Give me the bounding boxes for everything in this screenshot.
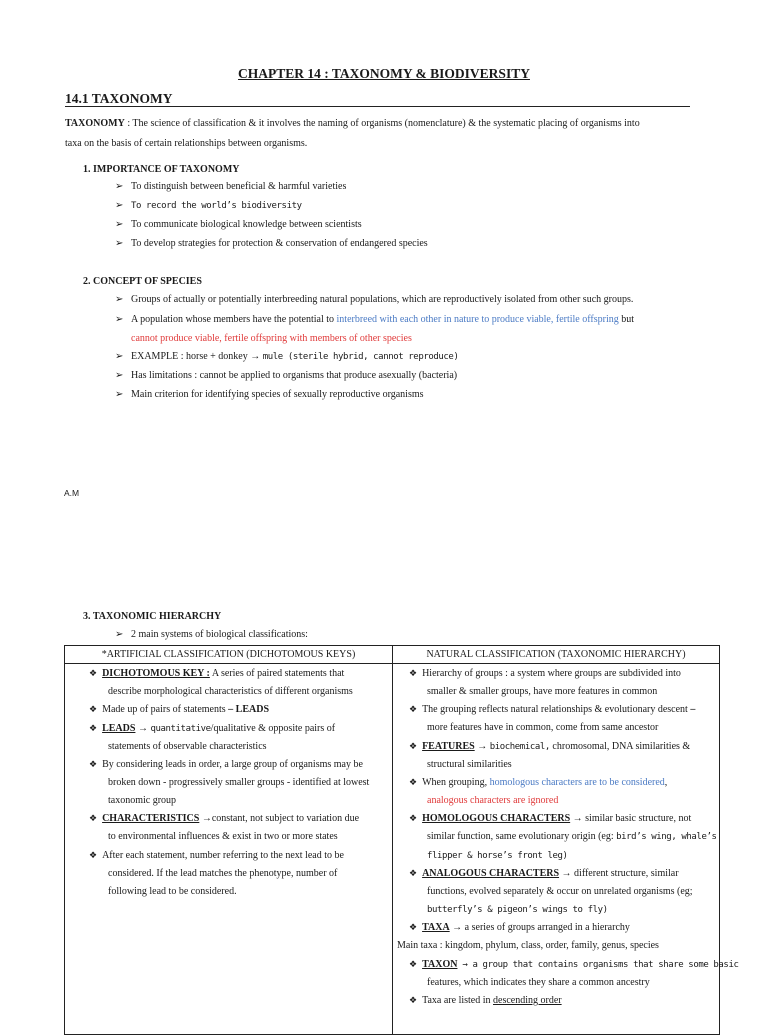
- diamond-bullet-icon: ❖: [89, 668, 98, 678]
- list-item: ❖ TAXA → a series of groups arranged in a hierarchy: [409, 922, 630, 933]
- list-item: ➢ Main criterion for identifying species of sexually reproductive organisms: [115, 389, 424, 400]
- diamond-bullet-icon: ❖: [409, 995, 418, 1005]
- list-item-continuation: structural similarities: [427, 759, 512, 770]
- table-header-natural: NATURAL CLASSIFICATION (TAXONOMIC HIERARCHY): [393, 646, 720, 664]
- diamond-bullet-icon: ❖: [409, 959, 418, 969]
- list-item-continuation: statements of observable characteristics: [108, 741, 267, 752]
- list-item-continuation: smaller & smaller groups, have more features in common: [427, 686, 658, 697]
- list-item: ➢ To communicate biological knowledge between scientists: [115, 219, 362, 230]
- list-item: ❖ When grouping, homologous characters are to be considered,: [409, 777, 668, 788]
- intro-line2: taxa on the basis of certain relationships between organisms.: [65, 138, 308, 149]
- list-item: ❖ The grouping reflects natural relationships & evolutionary descent –: [409, 704, 696, 715]
- arrow-bullet-icon: ➢: [115, 370, 124, 381]
- list-item-continuation: describe morphological characteristics of different organisms: [108, 686, 353, 697]
- list-item: ❖ Hierarchy of groups : a system where groups are subdivided into: [409, 668, 681, 679]
- diamond-bullet-icon: ❖: [89, 813, 98, 823]
- list-item: ➢ Has limitations : cannot be applied to organisms that produce asexually (bacteria): [115, 370, 458, 381]
- list-item-continuation: broken down - progressively smaller groups - identified at lowest: [108, 777, 370, 788]
- list-item-continuation: functions, evolved separately & occur on unrelated organisms (eg;: [427, 886, 693, 897]
- list-item-continuation: features, which indicates they share a common ancestry: [427, 977, 650, 988]
- diamond-bullet-icon: ❖: [409, 668, 418, 678]
- list-item-continuation: more features have in common, come from same ancestor: [427, 722, 659, 733]
- list-item-continuation: considered. If the lead matches the phenotype, number of: [108, 868, 338, 879]
- list-item: ❖ Taxa are listed in descending order: [409, 995, 562, 1006]
- intro-line1: : The science of classification & it involves the naming of organisms (nomenclature) & the systematic placing of organisms into: [124, 118, 640, 129]
- list-item: ❖ TAXON → a group that contains organisms that share some basic: [409, 959, 739, 970]
- diamond-bullet-icon: ❖: [409, 813, 418, 823]
- arrow-bullet-icon: ➢: [115, 314, 124, 325]
- list-item: ❖ ANALOGOUS CHARACTERS → different structure, similar: [409, 868, 679, 879]
- list-item: ❖ Made up of pairs of statements – LEADS: [89, 704, 270, 715]
- arrow-bullet-icon: ➢: [115, 200, 124, 211]
- list-item: ➢ To distinguish between beneficial & harmful varieties: [115, 181, 347, 192]
- list-item: ❖ By considering leads in order, a large group of organisms may be: [89, 759, 363, 770]
- arrow-bullet-icon: ➢: [115, 294, 124, 305]
- species-heading: 2. CONCEPT OF SPECIES: [83, 276, 202, 287]
- list-item: ➢ A population whose members have the potential to interbreed with each other in nature to produce viable, fertile offspring but: [115, 314, 635, 325]
- table-cell-natural: [393, 664, 739, 1035]
- arrow-bullet-icon: ➢: [115, 219, 124, 230]
- chapter-title: CHAPTER 14 : TAXONOMY & BIODIVERSITY: [238, 66, 530, 81]
- list-item: ➢ 2 main systems of biological classifications:: [115, 629, 308, 640]
- arrow-bullet-icon: ➢: [115, 181, 124, 192]
- diamond-bullet-icon: ❖: [409, 704, 418, 714]
- list-item: ❖ CHARACTERISTICS →constant, not subject to variation due: [89, 813, 360, 824]
- arrow-bullet-icon: ➢: [115, 389, 124, 400]
- diamond-bullet-icon: ❖: [409, 868, 418, 878]
- hierarchy-heading: 3. TAXONOMIC HIERARCHY: [83, 611, 222, 622]
- list-item: ➢ Groups of actually or potentially interbreeding natural populations, which are reproductively isolated from other such groups.: [115, 294, 634, 305]
- arrow-bullet-icon: ➢: [115, 629, 124, 640]
- main-taxa-line: Main taxa : kingdom, phylum, class, order, family, genus, species: [397, 940, 659, 951]
- intro-term: TAXONOMY: [65, 118, 125, 129]
- list-item-continuation: cannot produce viable, fertile offspring with members of other species: [131, 333, 412, 344]
- list-item: ❖ FEATURES → biochemical, chromosomal, DNA similarities &: [409, 741, 691, 752]
- list-item: ❖ DICHOTOMOUS KEY : A series of paired statements that: [89, 668, 345, 679]
- diamond-bullet-icon: ❖: [409, 777, 418, 787]
- list-item: ➢ EXAMPLE : horse + donkey → mule (sterile hybrid, cannot reproduce): [115, 351, 459, 362]
- list-item: ❖ LEADS → quantitative/qualitative & opposite pairs of: [89, 723, 336, 734]
- table-cell-artificial: [65, 664, 393, 1035]
- arrow-bullet-icon: ➢: [115, 238, 124, 249]
- list-item: ❖ After each statement, number referring to the next lead to be: [89, 850, 344, 861]
- diamond-bullet-icon: ❖: [89, 723, 98, 733]
- list-item-continuation: following lead to be considered.: [108, 886, 237, 897]
- list-item-continuation: taxonomic group: [108, 795, 177, 806]
- diamond-bullet-icon: ❖: [89, 850, 98, 860]
- intro-paragraph: [65, 114, 720, 154]
- diamond-bullet-icon: ❖: [89, 704, 98, 714]
- diamond-bullet-icon: ❖: [409, 741, 418, 751]
- list-item-continuation: to environmental influences & exist in two or more states: [108, 831, 338, 842]
- section-title: 14.1 TAXONOMY: [65, 91, 690, 107]
- diamond-bullet-icon: ❖: [409, 922, 418, 932]
- table-header-artificial: *ARTIFICIAL CLASSIFICATION (DICHOTOMOUS KEYS): [65, 646, 393, 664]
- list-item: ➢ To record the world’s biodiversity: [115, 200, 302, 211]
- author-initials: A.M: [64, 488, 80, 498]
- importance-heading: 1. IMPORTANCE OF TAXONOMY: [83, 164, 240, 175]
- list-item-continuation: analogous characters are ignored: [427, 795, 559, 806]
- list-item-continuation: flipper & horse’s front leg): [427, 851, 568, 861]
- diamond-bullet-icon: ❖: [89, 759, 98, 769]
- list-item-continuation: similar function, same evolutionary origin (eg: bird’s wing, whale’s: [427, 831, 717, 842]
- list-item-continuation: butterfly’s & pigeon’s wings to fly): [427, 905, 608, 915]
- list-item: ❖ HOMOLOGOUS CHARACTERS → similar basic structure, not: [409, 813, 692, 824]
- arrow-bullet-icon: ➢: [115, 351, 124, 362]
- classification-table: [64, 645, 739, 1035]
- list-item: ➢ To develop strategies for protection & conservation of endangered species: [115, 238, 428, 249]
